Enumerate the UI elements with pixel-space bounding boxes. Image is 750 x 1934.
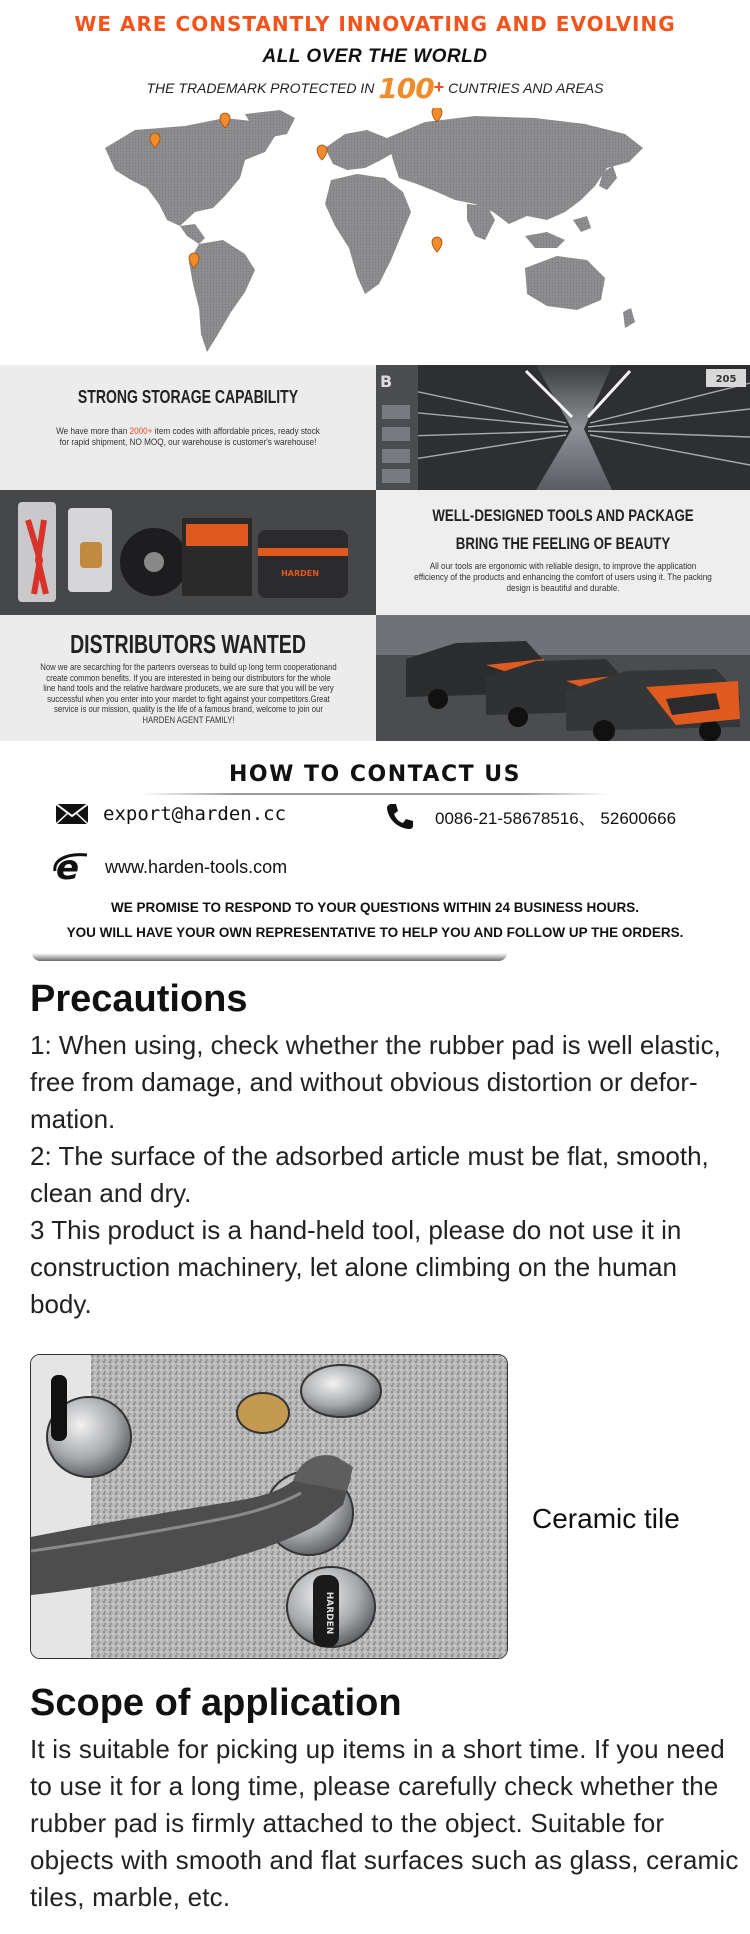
storage-body-post: item codes with affordable prices, ready stock for rapid shipment, NO MOQ, our warehouse is customer's warehouse! bbox=[59, 426, 320, 448]
precaution-item-3: 3 This product is a hand-held tool, please do not use it in construction machinery, let alone climbing on the human body. bbox=[30, 1215, 682, 1319]
contact-title: HOW TO CONTACT US bbox=[228, 762, 521, 787]
storage-text-block bbox=[0, 365, 376, 490]
trademark-hero bbox=[0, 0, 750, 365]
scope-heading: Scope of application bbox=[30, 1682, 402, 1724]
distributors-panel bbox=[0, 615, 750, 741]
design-title-line1: WELL-DESIGNED TOOLS AND PACKAGE bbox=[432, 506, 694, 525]
precautions-heading: Precautions bbox=[30, 978, 248, 1020]
trademark-plus: + bbox=[433, 77, 445, 97]
tool-brand: HARDEN bbox=[324, 1591, 334, 1635]
promise-line-1: WE PROMISE TO RESPOND TO YOUR QUESTIONS WITHIN 24 BUSINESS HOURS. bbox=[110, 900, 640, 915]
design-title-line2: BRING THE FEELING OF BEAUTY bbox=[455, 534, 671, 553]
browser-e-icon bbox=[53, 849, 89, 885]
trademark-prefix: THE TRADEMARK PROTECTED IN bbox=[146, 80, 375, 96]
hero-headline: WE ARE CONSTANTLY INNOVATING AND EVOLVING bbox=[74, 12, 676, 36]
website-row bbox=[53, 849, 287, 885]
hero-subheadline: ALL OVER THE WORLD bbox=[262, 46, 488, 67]
tools-package-image bbox=[0, 490, 376, 615]
shelf-sign: 205 bbox=[715, 374, 737, 385]
phone-row bbox=[385, 801, 676, 831]
contact-bottom-bar bbox=[32, 953, 507, 961]
distributors-body: Now we are secarching for the partenrs overseas to build up long term cooperationand create common benefits. If you are interested in being our distributors for the whole line hand tools and the relative hardware producets, we are sure that you will be very successful when you enter into your mardet to fight against your competitors.Great service is our mission, quality is the life of a famous brand, welcome to join our HARDEN AGENT FAMILY! bbox=[39, 662, 337, 725]
suction-cup-photo bbox=[30, 1354, 508, 1659]
distributors-title: DISTRIBUTORS WANTED bbox=[70, 629, 306, 659]
scope-body: It is suitable for picking up items in a short time. If you need to use it for a long time, please carefully check whether the rubber pad is firmly attached to the object. Suitable for objects with smooth and flat surfaces such as glass, ceramic tiles, marble, etc. bbox=[30, 1734, 739, 1912]
email-row bbox=[55, 803, 286, 825]
svg-text:e: e bbox=[56, 849, 80, 885]
storage-title: STRONG STORAGE CAPABILITY bbox=[77, 387, 299, 407]
warehouse-image bbox=[376, 365, 750, 490]
precaution-item-1: 1: When using, check whether the rubber pad is well elastic, free from damage, and without obvious distortion or defor- mation. bbox=[30, 1030, 721, 1134]
precautions-list bbox=[30, 1027, 742, 1323]
svg-text:B: B bbox=[380, 372, 393, 391]
phone-number[interactable]: 0086-21-58678516、 52600666 bbox=[435, 808, 677, 828]
storage-body-highlight: 2000+ bbox=[129, 426, 153, 437]
storage-body-pre: We have more than bbox=[56, 426, 130, 437]
box-brand: HARDEN bbox=[281, 569, 319, 578]
suction-cup-image bbox=[31, 1355, 508, 1659]
distributors-text-block bbox=[0, 615, 376, 741]
email-link[interactable]: export@harden.cc bbox=[103, 803, 287, 825]
trademark-suffix: CUNTRIES AND AREAS bbox=[448, 80, 604, 96]
trademark-line bbox=[0, 72, 750, 105]
storage-panel bbox=[0, 365, 750, 490]
storage-body bbox=[50, 426, 325, 448]
email-icon bbox=[55, 803, 89, 825]
design-panel bbox=[0, 490, 750, 615]
contact-divider bbox=[140, 793, 610, 795]
trademark-number: 100 bbox=[378, 72, 434, 105]
phone-icon bbox=[385, 801, 415, 831]
delivery-vans-image bbox=[376, 615, 750, 741]
design-text-block bbox=[376, 490, 750, 615]
world-map-image bbox=[95, 108, 655, 358]
website-link[interactable]: www.harden-tools.com bbox=[105, 856, 288, 877]
photo-caption: Ceramic tile bbox=[532, 1503, 680, 1534]
design-body: All our tools are ergonomic with reliable design, to improve the application efficiency of the products and enhancing the comfort of users using it. The packing design is beautiful and durable. bbox=[414, 561, 712, 594]
precaution-item-2: 2: The surface of the adsorbed article must be flat, smooth, clean and dry. bbox=[30, 1141, 709, 1208]
promise-line-2: YOU WILL HAVE YOUR OWN REPRESENTATIVE TO HELP YOU AND FOLLOW UP THE ORDERS. bbox=[66, 925, 684, 940]
